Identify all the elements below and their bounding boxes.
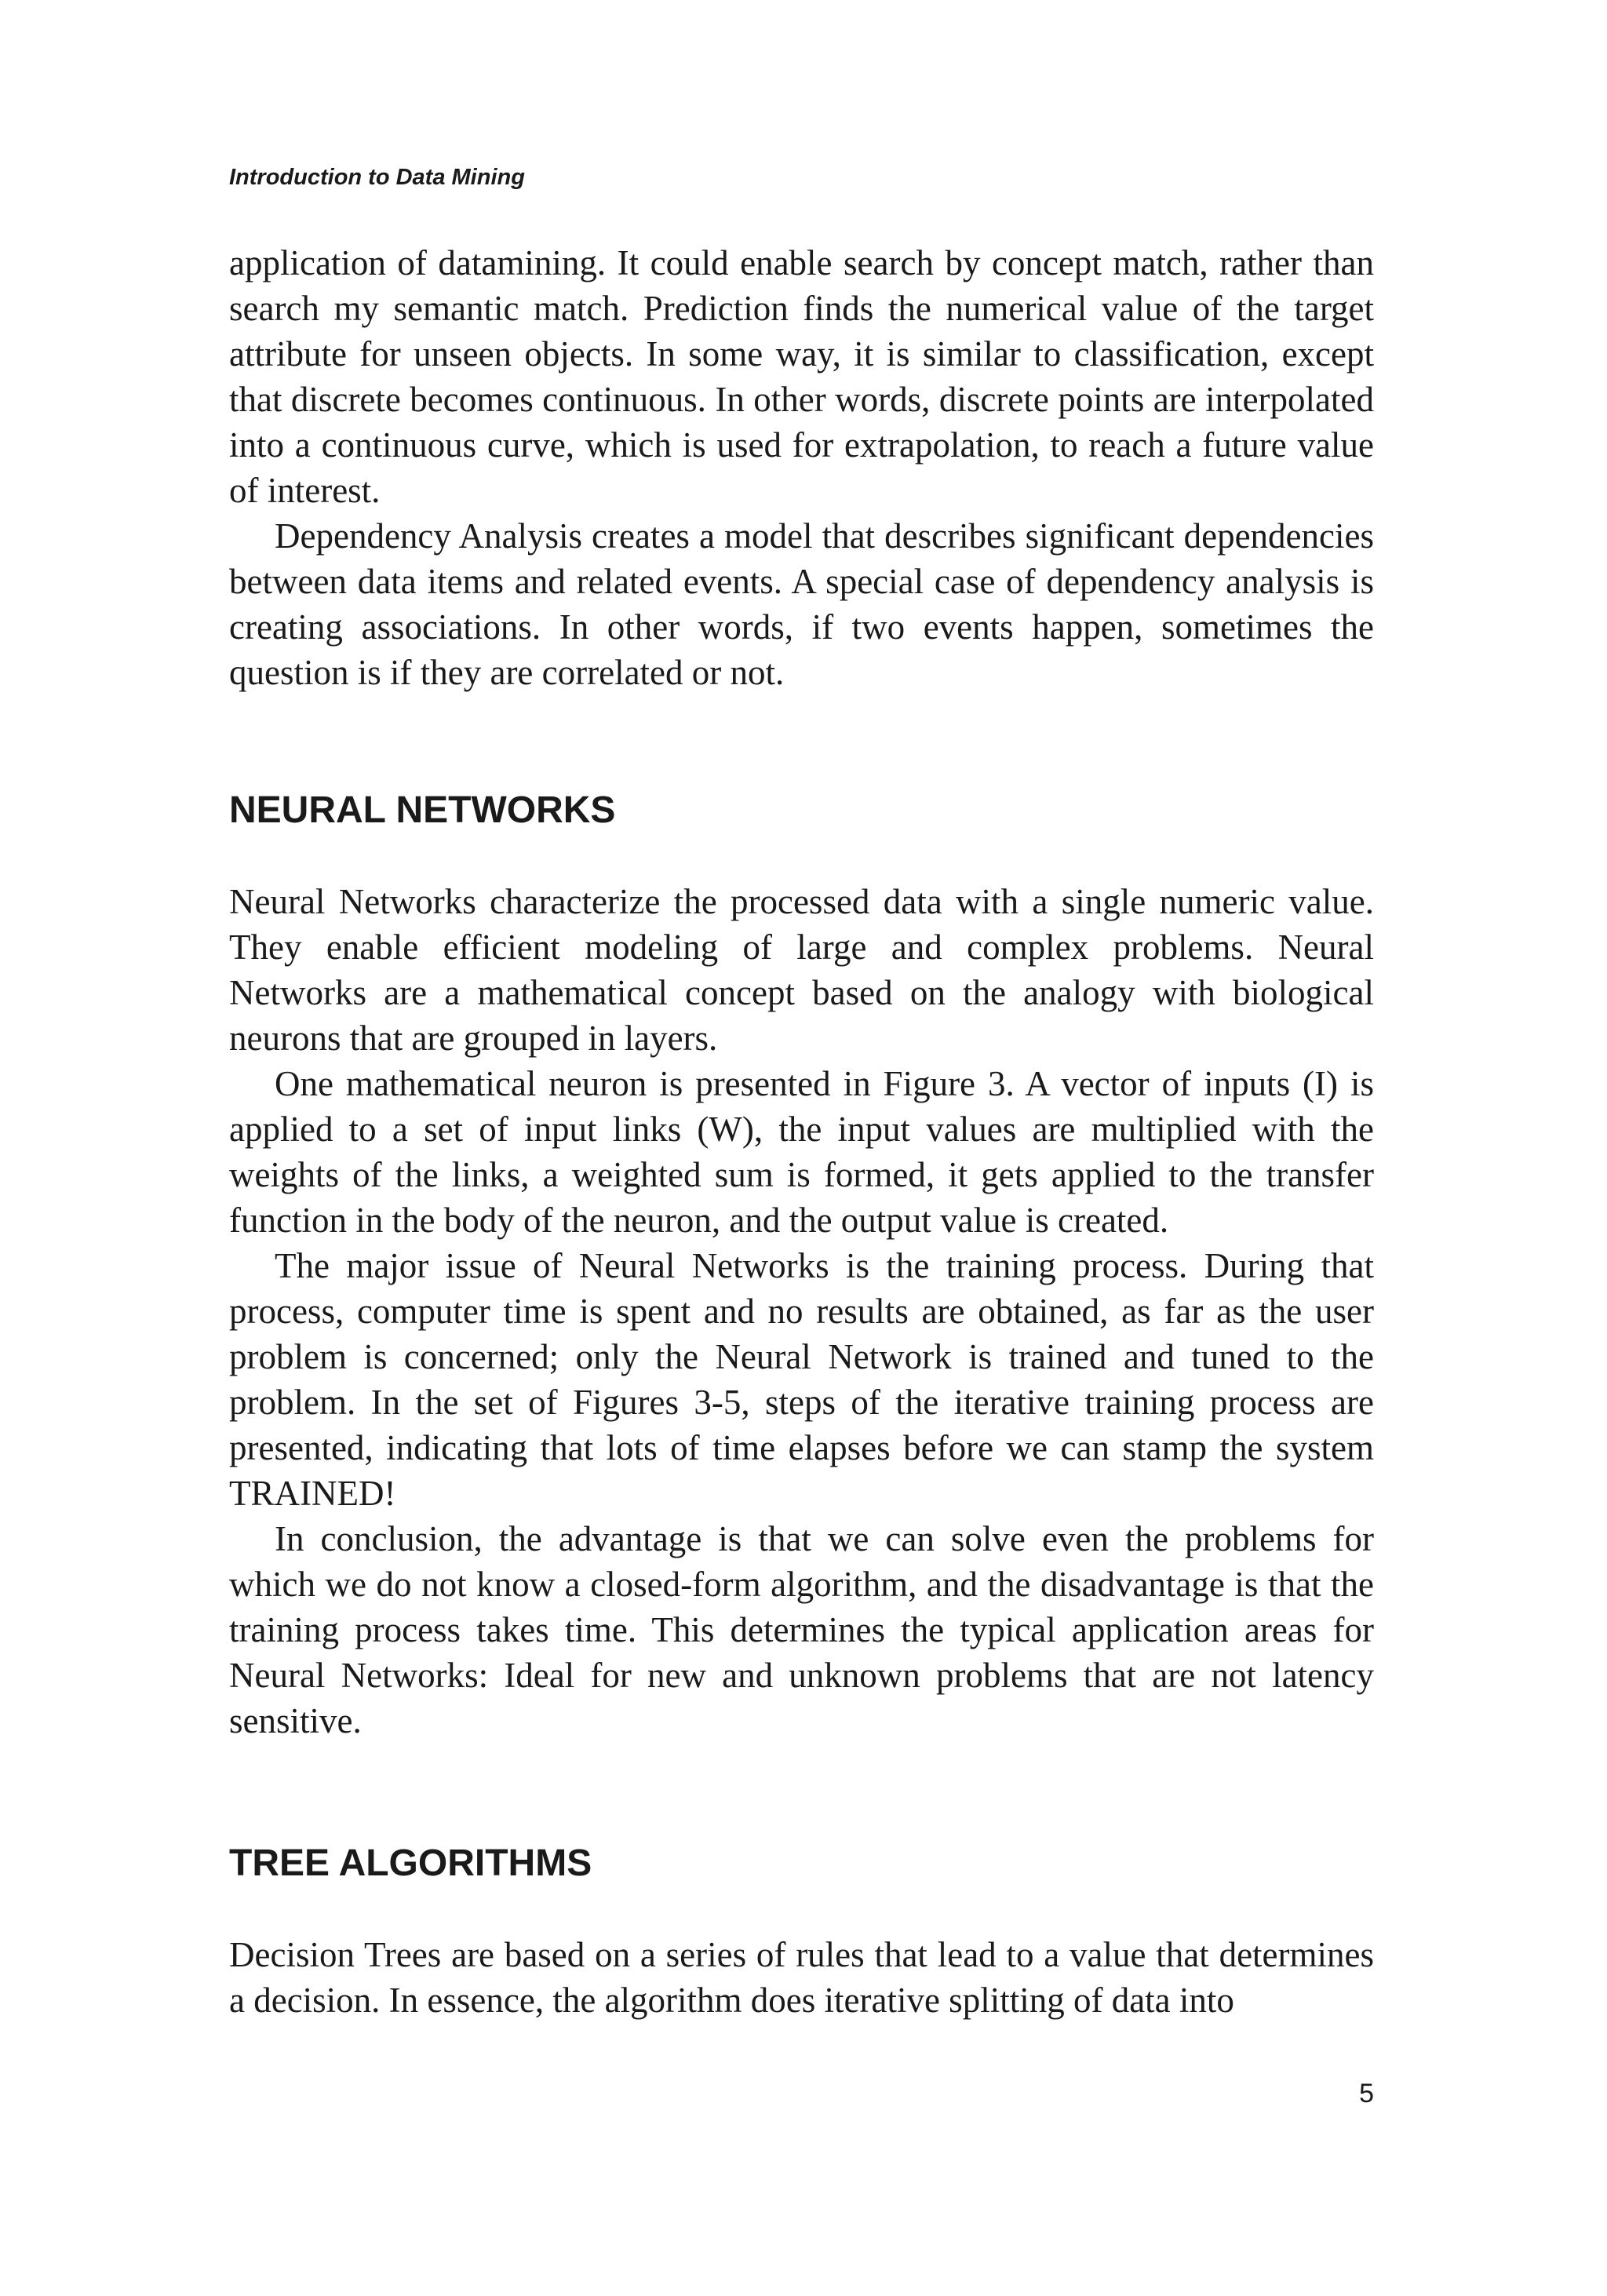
- paragraph-neural-conclusion: In conclusion, the advantage is that we can solve even the problems for which we do not know a closed-form algorithm, and the disadvantage is that the training process takes time. This determines the typical application areas for Neural Networks: Ideal for new and unknown problems that are not latency sensitive.: [229, 1519, 1374, 1740]
- running-head: Introduction to Data Mining: [229, 165, 525, 190]
- paragraph-neuron-description: One mathematical neuron is presented in Figure 3. A vector of inputs (I) is applied to a set of input links (W), the input values are multiplied with the weights of the links, a weighted sum is formed, it gets applied to the transfer function in the body of the neuron, and the output value is created.: [229, 1064, 1374, 1240]
- intro-text-block: [229, 240, 1374, 695]
- section-heading-neural-networks: NEURAL NETWORKS: [229, 789, 616, 831]
- tree-algorithms-text-block: [229, 1932, 1374, 2023]
- section-heading-tree-algorithms: TREE ALGORITHMS: [229, 1842, 592, 1884]
- paragraph-dependency-analysis: Dependency Analysis creates a model that describes significant dependencies between data items and related events. A special case of dependency analysis is creating associations. In other words, if two events happen, sometimes the question is if they are correlated or not.: [229, 516, 1374, 692]
- neural-networks-text-block: [229, 879, 1374, 1744]
- paragraph-training-process: The major issue of Neural Networks is the training process. During that process, computer time is spent and no results are obtained, as far as the user problem is concerned; only the Neural Network is trained and tuned to the problem. In the set of Figures 3-5, steps of the iterative training process are presented, indicating that lots of time elapses before we can stamp the system TRAINED!: [229, 1246, 1374, 1513]
- paragraph-decision-trees: Decision Trees are based on a series of rules that lead to a value that determines a decision. In essence, the algorithm does iterative splitting of data into: [229, 1935, 1374, 2020]
- paragraph-prediction: application of datamining. It could enable search by concept match, rather than search my semantic match. Prediction finds the numerical value of the target attribute for unseen objects. In some way, it is similar to classification, except that discrete becomes continuous. In other words, discrete points are interpolated into a continuous curve, which is used for extrapolation, to reach a future value of interest.: [229, 243, 1374, 510]
- page-number: 5: [1359, 2079, 1374, 2108]
- paragraph-neural-intro: Neural Networks characterize the processed data with a single numeric value. They enable efficient modeling of large and complex problems. Neural Networks are a mathematical concept based on the analogy with biological neurons that are grouped in layers.: [229, 882, 1374, 1058]
